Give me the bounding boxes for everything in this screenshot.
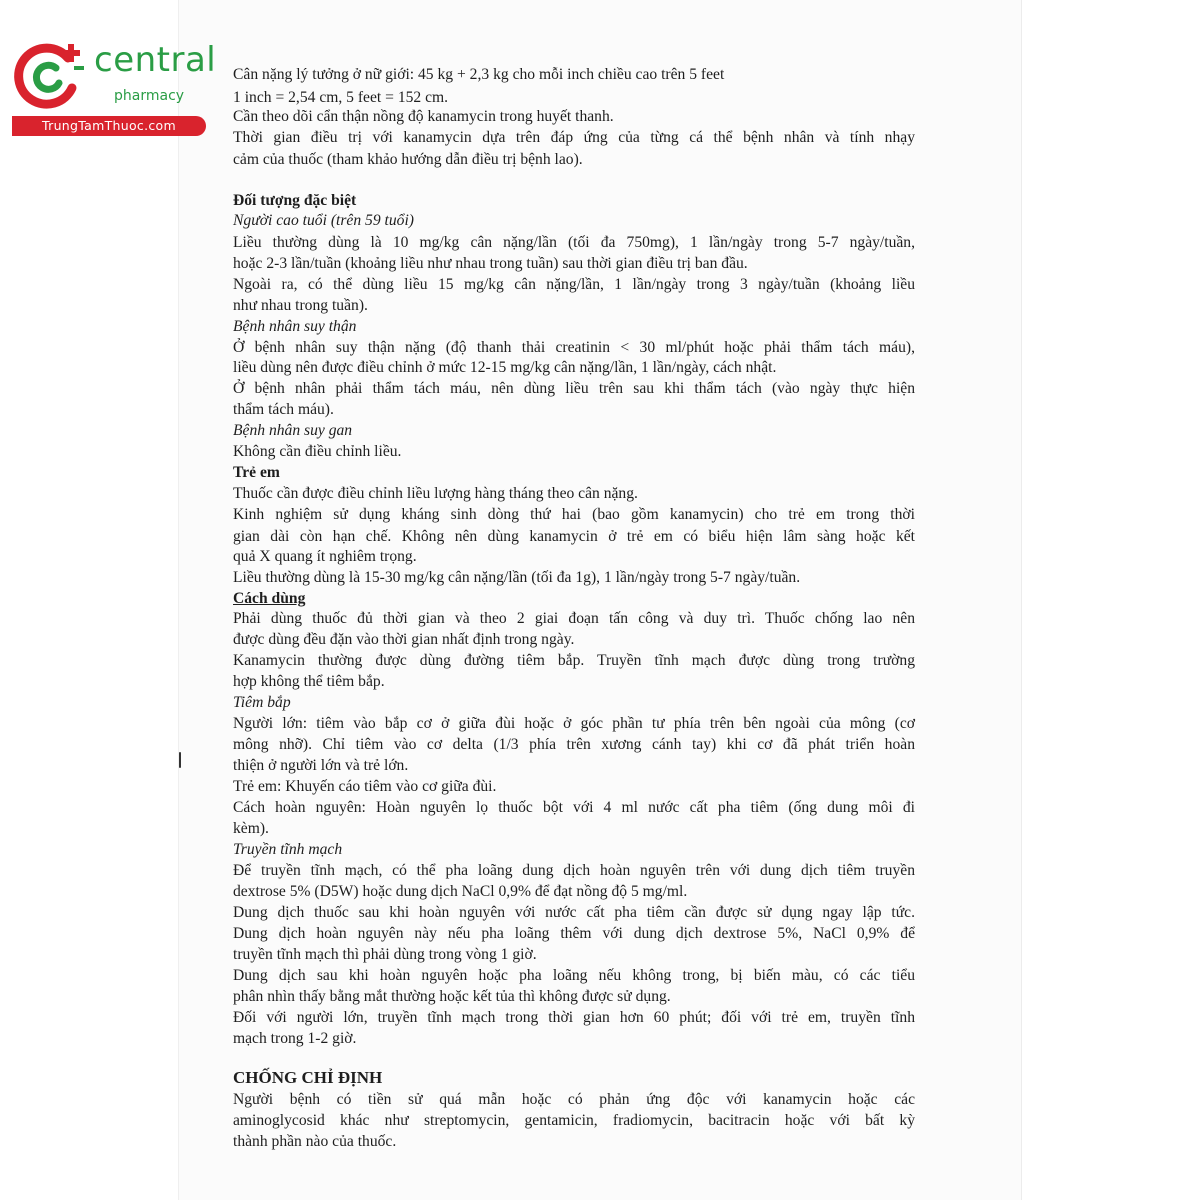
text-line: Dung dịch sau khi hoàn nguyên hoặc pha loãng nếu không trong, bị biến màu, có các tiểu — [233, 967, 915, 984]
text-line: quả X quang ít nghiêm trọng. — [233, 548, 417, 565]
text-line: Thời gian điều trị với kanamycin dựa trên đáp ứng của từng cá thể bệnh nhân và tính nhạy — [233, 129, 915, 146]
text-line: Kinh nghiệm sử dụng kháng sinh dòng thứ hai (bao gồm kanamycin) cho trẻ em trong thời — [233, 506, 915, 523]
text-line: aminoglycosid khác như streptomycin, gentamicin, fradiomycin, bacitracin hoặc với bất kỳ — [233, 1112, 915, 1129]
section-heading: Đối tượng đặc biệt — [233, 192, 357, 209]
subsection-heading: Người cao tuổi (trên 59 tuổi) — [233, 212, 414, 229]
text-line: Dung dịch hoàn nguyên này nếu pha loãng thêm với dung dịch dextrose 5%, NaCl 0,9% để — [233, 925, 915, 942]
text-line: hoặc 2-3 lần/tuần (khoảng liều như nhau trong tuần) sau thời gian điều trị ban đầu. — [233, 255, 748, 272]
text-line: thiện ở người lớn và trẻ lớn. — [233, 757, 409, 774]
text-line: mạch trong 1-2 giờ. — [233, 1030, 357, 1047]
scan-edge-mark — [179, 752, 181, 768]
section-heading: Cách dùng — [233, 590, 306, 607]
text-line: Để truyền tĩnh mạch, có thể pha loãng dung dịch hoàn nguyên trên với dung dịch tiêm truyền — [233, 862, 915, 879]
text-line: Cân nặng lý tưởng ở nữ giới: 45 kg + 2,3 kg cho mỗi inch chiều cao trên 5 feet — [233, 66, 725, 83]
text-line: liều dùng nên được điều chỉnh ở mức 12-15 mg/kg cân nặng/lần, 1 lần/ngày, cách nhật. — [233, 359, 777, 376]
text-line: Ngoài ra, có thể dùng liều 15 mg/kg cân nặng/lần, 1 lần/ngày trong 3 ngày/tuần (khoảng liều — [233, 276, 915, 293]
text-line: Đối với người lớn, truyền tĩnh mạch trong thời gian hơn 60 phút; đối với trẻ em, truyền tĩnh — [233, 1009, 915, 1026]
text-line: Ở bệnh nhân phải thẩm tách máu, nên dùng liều trên sau khi thẩm tách (vào ngày thực hiện — [233, 380, 915, 397]
text-line: thẩm tách máu). — [233, 401, 334, 418]
subsection-heading: Bệnh nhân suy gan — [233, 422, 353, 439]
text-line: được dùng đều đặn vào thời gian nhất định trong ngày. — [233, 631, 575, 648]
text-line: Cách hoàn nguyên: Hoàn nguyên lọ thuốc bột với 4 ml nước cất pha tiêm (ống dung môi đi — [233, 799, 915, 816]
text-line: cảm của thuốc (tham khảo hướng dẫn điều trị bệnh lao). — [233, 151, 583, 168]
text-line: gian dài còn hạn chế. Không nên dùng kanamycin ở trẻ em có biểu hiện lâm sàng hoặc kết — [233, 528, 915, 545]
logo-site-banner: TrungTamThuoc.com — [12, 116, 206, 136]
central-pharmacy-logo[interactable] — [10, 36, 215, 136]
text-line: Trẻ em: Khuyến cáo tiêm vào cơ giữa đùi. — [233, 778, 497, 795]
text-line: Người bệnh có tiền sử quá mẫn hoặc có phản ứng độc với kanamycin hoặc các — [233, 1091, 915, 1108]
text-line: phân nhìn thấy bằng mắt thường hoặc kết tủa thì không được sử dụng. — [233, 988, 671, 1005]
section-heading: CHỐNG CHỈ ĐỊNH — [233, 1068, 383, 1087]
logo-brand-text: central — [94, 40, 217, 80]
text-line: Liều thường dùng là 15-30 mg/kg cân nặng/lần (tối đa 1g), 1 lần/ngày trong 5-7 ngày/tuần. — [233, 569, 801, 586]
text-line: như nhau trong tuần). — [233, 297, 368, 314]
text-line: dextrose 5% (D5W) hoặc dung dịch NaCl 0,9% để đạt nồng độ 5 mg/ml. — [233, 883, 688, 900]
subsection-heading: Bệnh nhân suy thận — [233, 318, 357, 335]
text-line: thành phần nào của thuốc. — [233, 1133, 397, 1150]
text-line: kèm). — [233, 820, 269, 837]
text-line: Người lớn: tiêm vào bắp cơ ở giữa đùi hoặc ở góc phần tư phía trên bên ngoài của mông (cơ — [233, 715, 915, 732]
text-line: Thuốc cần được điều chỉnh liều lượng hàng tháng theo cân nặng. — [233, 485, 638, 502]
text-line: truyền tĩnh mạch thì phải dùng trong vòng 1 giờ. — [233, 946, 537, 963]
text-line: mông nhỡ). Chỉ tiêm vào cơ delta (1/3 phía trên xương cánh tay) khi cơ đã phát triển hoàn — [233, 736, 915, 753]
text-line: Ở bệnh nhân suy thận nặng (độ thanh thải creatinin < 30 ml/phút hoặc phải thẩm tách máu), — [233, 339, 915, 356]
subsection-heading: Tiêm bắp — [233, 694, 291, 711]
subsection-heading: Truyền tĩnh mạch — [233, 841, 343, 858]
text-line: Liều thường dùng là 10 mg/kg cân nặng/lần (tối đa 750mg), 1 lần/ngày trong 5-7 ngày/tuần, — [233, 234, 915, 251]
text-line: Kanamycin thường được dùng đường tiêm bắp. Truyền tĩnh mạch được dùng trong trường — [233, 652, 915, 669]
text-line: Phải dùng thuốc đủ thời gian và theo 2 giai đoạn tấn công và duy trì. Thuốc chống lao nên — [233, 610, 915, 627]
text-line: 1 inch = 2,54 cm, 5 feet = 152 cm. — [233, 89, 449, 106]
text-line: Cần theo dõi cẩn thận nồng độ kanamycin trong huyết thanh. — [233, 108, 614, 125]
text-line: Không cần điều chỉnh liều. — [233, 443, 402, 460]
text-line: Dung dịch thuốc sau khi hoàn nguyên với nước cất pha tiêm cần được sử dụng ngay lập tức. — [233, 904, 915, 921]
logo-c-cross-icon — [10, 36, 90, 116]
logo-sub-text: pharmacy — [114, 88, 185, 104]
section-heading: Trẻ em — [233, 464, 280, 481]
text-line: hợp không thể tiêm bắp. — [233, 673, 385, 690]
